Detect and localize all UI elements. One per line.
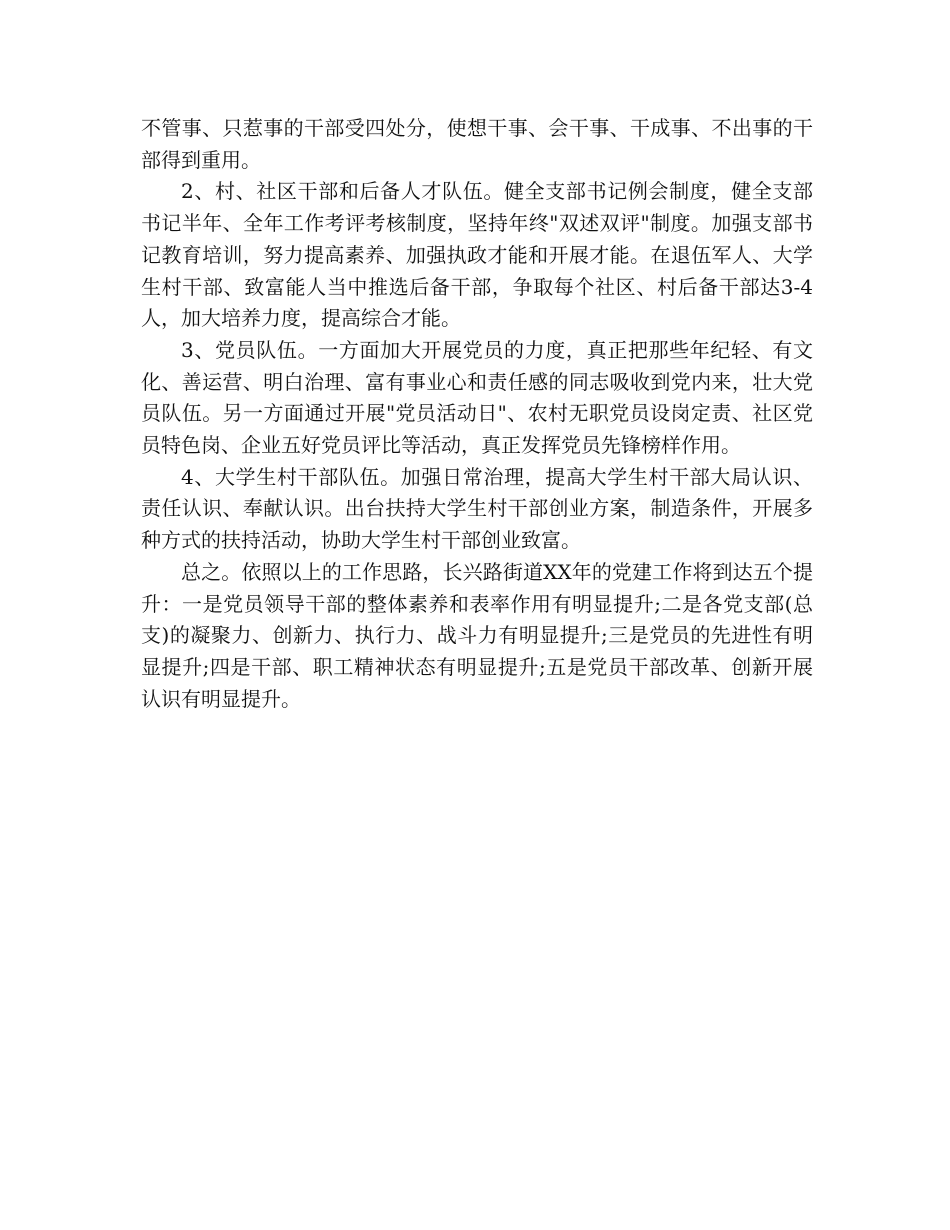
paragraph-party-members: 3、党员队伍。一方面加大开展党员的力度，真正把那些年纪轻、有文化、善运营、明白治理、富有事业心和责任感的同志吸收到党内来，壮大党员队伍。另一方面通过开展"党员活动日"、农村无职党员设岗定责、社区党员特色岗、企业五好党员评比等活动，真正发挥党员先锋榜样作用。 xyxy=(141,337,813,458)
document-body xyxy=(141,113,813,715)
paragraph-summary: 总之。依照以上的工作思路，长兴路街道XX年的党建工作将到达五个提升：一是党员领导干部的整体素养和表率作用有明显提升;二是各党支部(总支)的凝聚力、创新力、执行力、战斗力有明显提升;三是党员的先进性有明显提升;四是干部、职工精神状态有明显提升;五是党员干部改革、创新开展认识有明显提升。 xyxy=(141,559,813,711)
paragraph-continuation: 不管事、只惹事的干部受四处分，使想干事、会干事、干成事、不出事的干部得到重用。 xyxy=(141,116,813,172)
paragraph-college-village-officials: 4、大学生村干部队伍。加强日常治理，提高大学生村干部大局认识、责任认识、奉献认识。出台扶持大学生村干部创业方案，制造条件，开展多种方式的扶持活动，协助大学生村干部创业致富。 xyxy=(141,464,813,553)
paragraph-village-cadres: 2、村、社区干部和后备人才队伍。健全支部书记例会制度，健全支部书记半年、全年工作考评考核制度，坚持年终"双述双评"制度。加强支部书记教育培训，努力提高素养、加强执政才能和开展才能。在退伍军人、大学生村干部、致富能人当中推选后备干部，争取每个社区、村后备干部达3-4人，加大培养力度，提高综合才能。 xyxy=(141,179,813,331)
